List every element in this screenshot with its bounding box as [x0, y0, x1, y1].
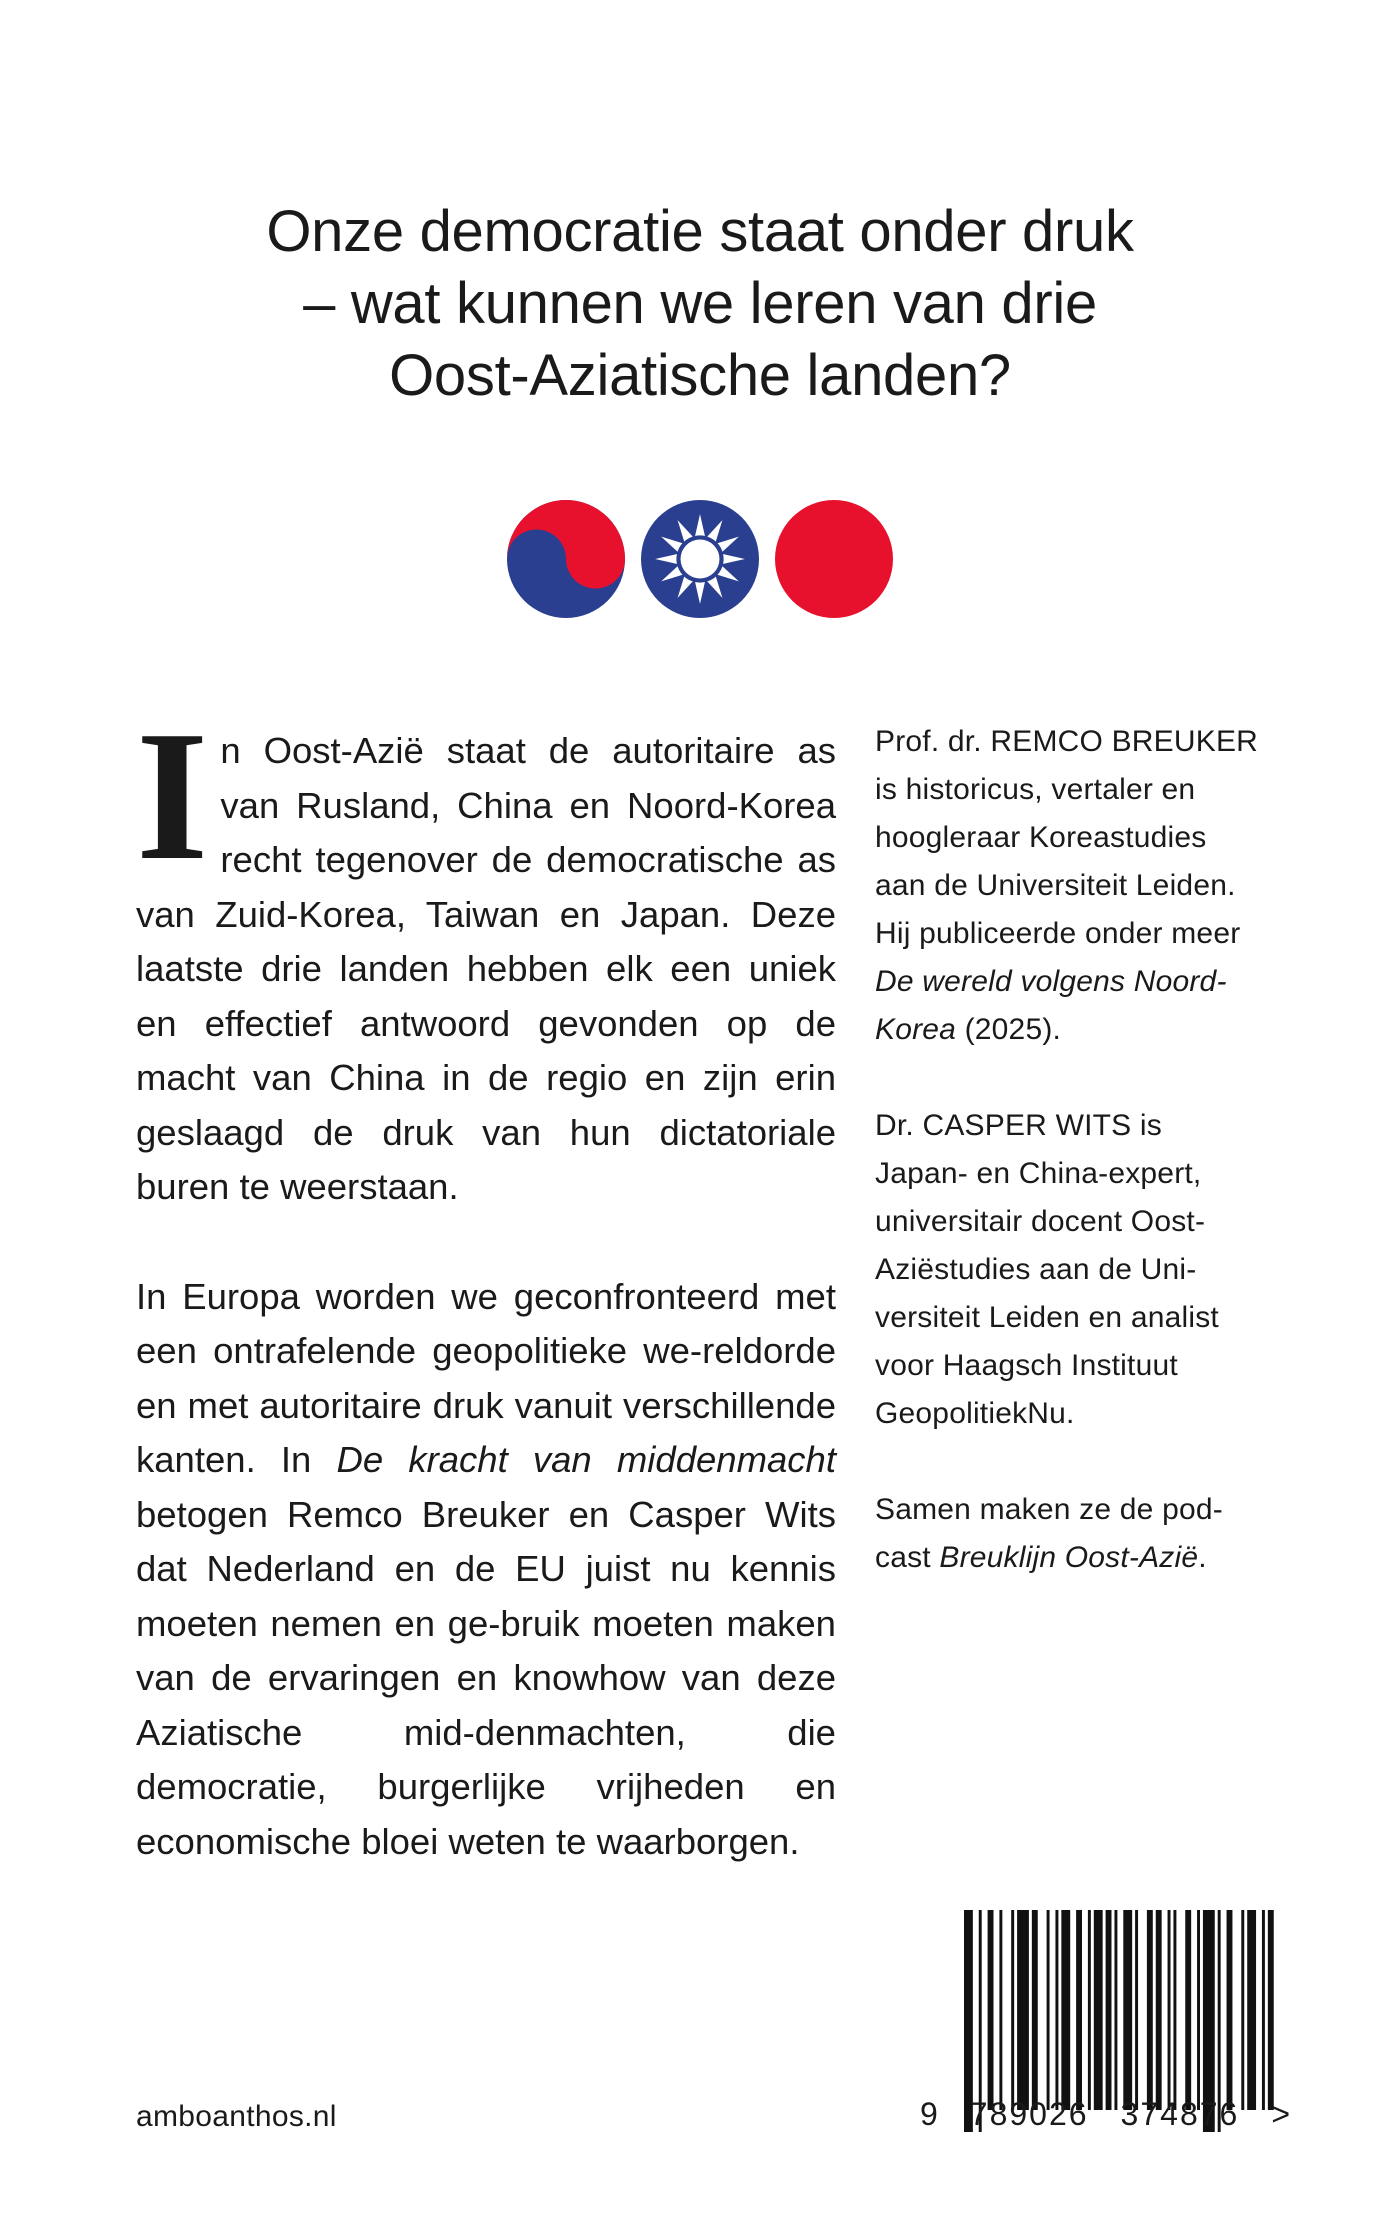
barcode-bar [1094, 1910, 1103, 2110]
blurb-text: In Europa worden we geconfronteerd met een ontrafelende geopolitieke we-reldorde en met autoritaire druk vanuit verschillende kanten. In [136, 1275, 836, 1480]
author-bio-breuker [875, 718, 1285, 1054]
bio-line: is historicus, vertaler en [875, 773, 1196, 806]
blurb-paragraph-1 [136, 693, 836, 1215]
publisher-website[interactable]: amboanthos.nl [136, 2100, 337, 2133]
bio-line: Hij publiceerde onder meer [875, 917, 1241, 950]
blurb-text: n Oost-Azië staat de autoritaire as van Rusland, China en Noord-Korea recht tegenover de democratische as van Zuid-Korea, Taiwan en Japan. Deze laatste drie landen hebben elk een uniek en effectief antwoord gevonden op de macht van China in de regio en zijn erin geslaagd de druk van hun dictatoriale buren te weerstaan. [136, 730, 836, 1207]
bio-text: (2025). [956, 1013, 1062, 1046]
bio-line: voor Haagsch Instituut [875, 1349, 1178, 1382]
barcode-bar [1185, 1910, 1191, 2110]
bio-text: . [1198, 1541, 1207, 1574]
isbn-arrow: > [1271, 2096, 1290, 2132]
taiwan-sun-icon [641, 500, 759, 618]
bio-line [875, 1534, 1285, 1582]
barcode-bar [999, 1910, 1002, 2110]
isbn-digits [920, 2096, 1290, 2133]
south-korea-taegeuk-icon [507, 500, 625, 618]
barcode-bar [1011, 1910, 1014, 2110]
bio-line: Japan- en China-expert, [875, 1157, 1202, 1190]
blurb-text: betogen Remco Breuker en Casper Wits dat Nederland en de EU juist nu kennis moeten nemen en ge-bruik moeten maken van de ervaringen en knowhow van deze Aziatische mid-denmachten, die democratie, burgerlijke vrijheden en economische bloei weten te waarborgen. [136, 1493, 836, 1862]
podcast-note [875, 1486, 1285, 1582]
bio-line: Aziëstudies aan de Uni- [875, 1253, 1197, 1286]
bio-line: Prof. dr. REMCO BREUKER [875, 725, 1259, 758]
barcode-bar [1168, 1910, 1171, 2110]
barcode-bar [1047, 1910, 1050, 2110]
barcode-bar [1088, 1910, 1091, 2110]
barcode-bar [1227, 1910, 1233, 2110]
flag-icons-row [0, 500, 1400, 618]
bio-line: universitair docent Oost- [875, 1205, 1206, 1238]
headline-line: Onze democratie staat onder druk [266, 199, 1134, 264]
headline-line: – wat kunnen we leren van drie [303, 271, 1097, 336]
podcast-title: Breuklijn Oost-Azië [939, 1541, 1199, 1574]
barcode-bar [1156, 1910, 1162, 2110]
barcode-bar [1173, 1910, 1176, 2110]
isbn-digit-group: 374876 [1120, 2096, 1240, 2132]
barcode-bar [1247, 1910, 1256, 2110]
bio-line: aan de Universiteit Leiden. [875, 869, 1236, 902]
bio-line: Samen maken ze de pod- [875, 1493, 1223, 1526]
isbn-digit: 9 [920, 2096, 938, 2132]
barcode-bar [1262, 1910, 1265, 2110]
barcode-bar [1076, 1910, 1082, 2110]
barcode-bar [1135, 1910, 1138, 2110]
headline-line: Oost-Aziatische landen? [389, 343, 1011, 408]
barcode-bar [1055, 1910, 1058, 2110]
barcode-bar [1106, 1910, 1112, 2110]
barcode-bar [1268, 1910, 1274, 2110]
author-bios [875, 718, 1285, 1582]
bio-line: Dr. CASPER WITS is [875, 1109, 1162, 1142]
bio-text: cast [875, 1541, 940, 1574]
blurb-column [136, 693, 836, 1869]
japan-hinomaru-icon [775, 500, 893, 618]
bio-line: versiteit Leiden en analist [875, 1301, 1219, 1334]
barcode-bar [1114, 1910, 1117, 2110]
book-title: Korea [875, 1013, 957, 1046]
headline [150, 196, 1250, 412]
blurb-paragraph-2 [136, 1270, 836, 1870]
bio-line: GeopolitiekNu. [875, 1397, 1075, 1430]
author-bio-wits [875, 1102, 1285, 1438]
barcode-bar [988, 1910, 994, 2110]
barcode-bar [1197, 1910, 1200, 2110]
barcode-bar [1017, 1910, 1029, 2110]
barcode-bar [1147, 1910, 1153, 2110]
bio-line [875, 1006, 1285, 1054]
isbn-digit-group: 789026 [969, 2096, 1089, 2132]
drop-cap: I [136, 693, 209, 899]
bio-line [875, 958, 1285, 1006]
book-title: De wereld volgens Noord- [875, 965, 1227, 998]
book-title: De kracht van middenmacht [336, 1439, 836, 1480]
barcode-bar [1061, 1910, 1070, 2110]
barcode-bar [1241, 1910, 1244, 2110]
barcode-bar [1032, 1910, 1038, 2110]
barcode-bar [1123, 1910, 1132, 2110]
bio-line: hoogleraar Koreastudies [875, 821, 1207, 854]
